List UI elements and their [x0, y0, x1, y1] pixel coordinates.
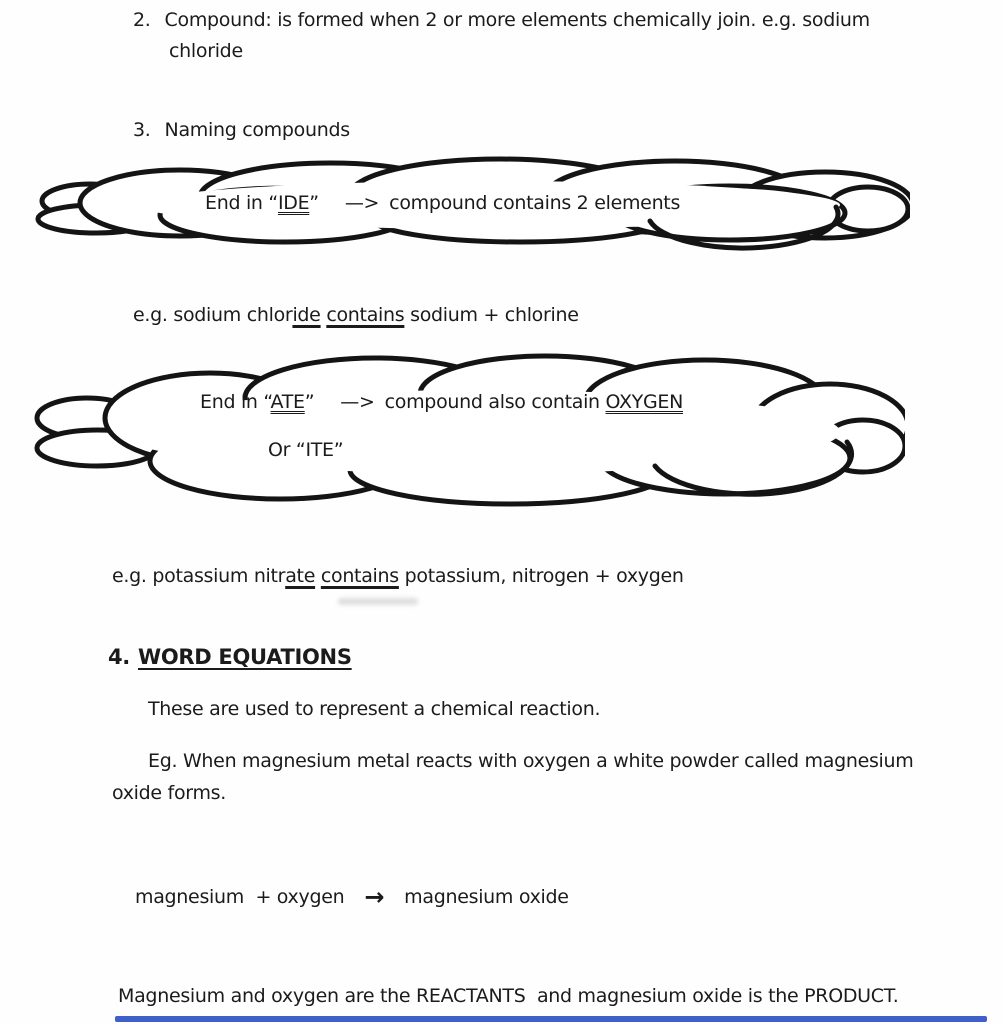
- word-equations-example-line2: oxide forms.: [112, 782, 226, 804]
- compound-definition-text: Compound: is formed when 2 or more elements chemically join. e.g. sodium: [164, 9, 870, 31]
- section-word-equations: [108, 645, 352, 669]
- list-number-2: 2.: [133, 9, 151, 31]
- example-ate-underlined1: ate: [285, 565, 316, 587]
- list-item-compound-line1: [133, 8, 870, 32]
- cloud-ide-text: [205, 191, 680, 215]
- equation-reactants: magnesium + oxygen: [135, 886, 345, 908]
- example-ate-line: [112, 564, 684, 588]
- cloud-ate-text: [200, 390, 683, 414]
- word-equations-description: These are used to represent a chemical reaction.: [148, 698, 601, 720]
- list-item-compound-line2: chloride: [169, 40, 243, 62]
- example-ide-underlined2: contains: [326, 304, 405, 326]
- cloud-ate-arrow: —>: [340, 391, 375, 413]
- cloud-ate-prefix: End in “: [200, 391, 271, 413]
- cloud-ide-prefix: End in “: [205, 192, 278, 214]
- example-ate-seg2: potassium, nitrogen + oxygen: [398, 565, 684, 587]
- cloud-shape-ate: [25, 344, 905, 509]
- word-equation: [135, 885, 569, 909]
- reactants-product-summary: Magnesium and oxygen are the REACTANTS and magnesium oxide is the PRODUCT.: [118, 985, 899, 1007]
- example-ide-line: [133, 303, 579, 327]
- bottom-blue-rule: [115, 1016, 987, 1022]
- cloud-ide-arrow: —>: [344, 192, 380, 214]
- cloud-ide-closequote: ”: [309, 192, 319, 214]
- example-ide-underlined1: ide: [292, 304, 321, 326]
- example-ide-seg1: e.g. sodium chlor: [133, 304, 293, 326]
- example-ate-seg1: e.g. potassium nitr: [112, 565, 286, 587]
- equation-product: magnesium oxide: [404, 886, 569, 908]
- example-ide-seg2: sodium + chlorine: [404, 304, 579, 326]
- cloud-ide-rest: compound contains 2 elements: [389, 192, 681, 214]
- word-equations-example-line1: Eg. When magnesium metal reacts with oxygen a white powder called magnesium: [148, 750, 914, 772]
- cloud-ate-alt-line: Or “ITE”: [268, 439, 344, 461]
- cloud-ate-mid: compound also contain: [384, 391, 606, 413]
- list-item-naming: [133, 118, 350, 142]
- scan-smudge-artifact: [338, 598, 418, 605]
- section-number-4: 4.: [108, 645, 130, 669]
- right-arrow-icon: →: [364, 883, 385, 911]
- cloud-ide-term: IDE: [277, 192, 310, 214]
- cloud-ate-term: ATE: [270, 391, 305, 413]
- naming-compounds-text: Naming compounds: [164, 119, 350, 141]
- cloud-ate-oxygen: OXYGEN: [605, 391, 684, 413]
- list-number-3: 3.: [133, 119, 151, 141]
- cloud-ate-closequote: ”: [304, 391, 315, 413]
- example-ate-underlined2: contains: [320, 565, 399, 587]
- section-title-text: WORD EQUATIONS: [138, 645, 352, 669]
